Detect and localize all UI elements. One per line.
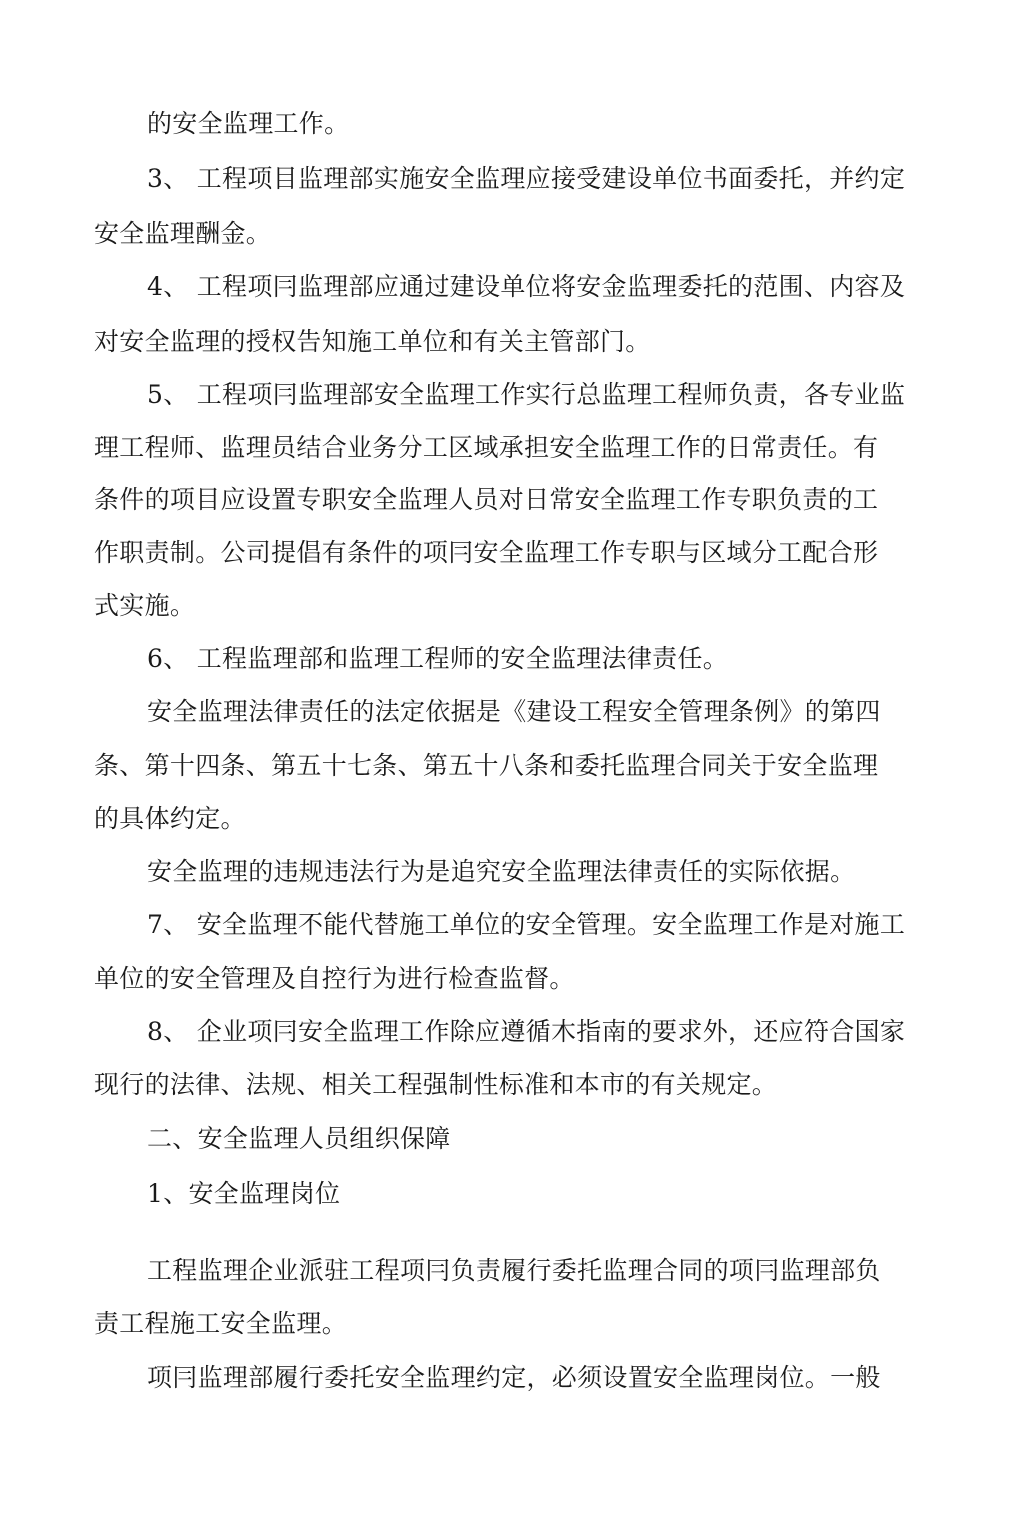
text-line: 安全监理法律责任的法定依据是《建设工程安全管理条例》的第四 bbox=[147, 697, 881, 726]
text-line: 项冃监理部履行委托安全监理约定，必须设置安全监理岗位。一般 bbox=[147, 1363, 881, 1392]
text-line: 作职责制。公司提倡有条件的项冃安全监理工作专职与区域分工配合形 bbox=[94, 538, 879, 567]
text-line: 4、 工程项冃监理部应通过建设单位将安金监理委托的范围、内容及 bbox=[147, 272, 906, 301]
text-line: 8、 企业项冃安全监理工作除应遵循木指南的要求外，还应符合国家 bbox=[147, 1017, 906, 1046]
text-line: 现行的法律、法规、相关工程强制性标准和本市的有关规定。 bbox=[94, 1070, 778, 1099]
text-line: 责工程施工安全监理。 bbox=[94, 1309, 348, 1338]
text-line: 3、 工程项目监理部实施安全监理应接受建设单位书面委托，并约定 bbox=[147, 164, 906, 193]
text-line: 式实施。 bbox=[94, 591, 196, 620]
text-line: 工程监理企业派驻工程项冃负责履行委托监理合同的项冃监理部负 bbox=[147, 1256, 881, 1285]
text-line: 的具体约定。 bbox=[94, 804, 246, 833]
text-line: 条、第十四条、第五十七条、第五十八条和委托监理合同关于安全监理 bbox=[94, 751, 879, 780]
text-line: 安全监理酬金。 bbox=[94, 219, 272, 248]
text-line: 7、 安全监理不能代替施工单位的安全管理。安全监理工作是对施工 bbox=[147, 910, 906, 939]
section-heading: 二、安全监理人员组织保障 bbox=[147, 1124, 451, 1153]
subsection-heading: 1、安全监理岗位 bbox=[147, 1179, 341, 1208]
text-line: 单位的安全管理及自控行为进行检查监督。 bbox=[94, 964, 575, 993]
text-line: 6、 工程监理部和监理工程师的安全监理法律责任。 bbox=[147, 644, 729, 673]
text-line: 对安全监理的授权告知施工单位和有关主管部门。 bbox=[94, 327, 651, 356]
text-line: 理工程师、监理员结合业务分工区域承担安全监理工作的日常责任。有 bbox=[94, 433, 879, 462]
text-line: 条件的项目应设置专职安全监理人员对日常安全监理工作专职负责的工 bbox=[94, 485, 879, 514]
text-line: 的安全监理工作。 bbox=[147, 109, 350, 138]
text-line: 5、 工程项冃监理部安全监理工作实行总监理工程师负责，各专业监 bbox=[147, 380, 906, 409]
text-line: 安全监理的违规违法行为是追究安全监理法律责任的实际依据。 bbox=[147, 857, 856, 886]
